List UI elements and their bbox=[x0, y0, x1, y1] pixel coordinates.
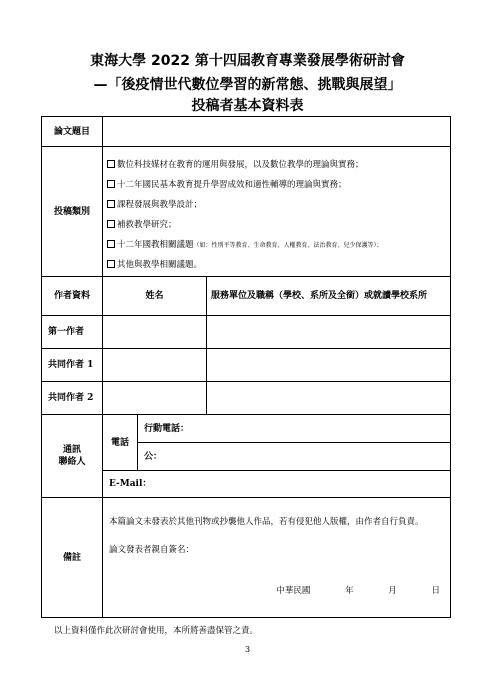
co-author-2-affiliation-field[interactable] bbox=[207, 382, 451, 415]
author-info-label: 作者資料 bbox=[42, 277, 103, 316]
date-roc-label: 中華民國 bbox=[276, 586, 311, 596]
submission-form-table bbox=[41, 116, 451, 618]
co-author-1-row bbox=[42, 349, 451, 382]
footnote: 以上資料僅作此次研討會使用，本所將善盡保管之責。 bbox=[54, 626, 259, 636]
name-header: 姓名 bbox=[103, 277, 207, 316]
category-option-1[interactable]: 數位科技媒材在教育的運用與發展，以及數位教學的理論與實務； bbox=[107, 155, 444, 175]
remark-label: 備註 bbox=[42, 498, 103, 618]
category-option-4[interactable]: 補救教學研究； bbox=[107, 215, 444, 235]
checkbox-icon[interactable] bbox=[107, 260, 115, 268]
paper-title-label: 論文題目 bbox=[42, 117, 103, 147]
checkbox-icon[interactable] bbox=[107, 220, 115, 228]
contact-mobile-row bbox=[42, 415, 451, 443]
date-month-label: 月 bbox=[388, 586, 397, 596]
paper-title-field[interactable] bbox=[103, 117, 451, 147]
remark-row bbox=[42, 498, 451, 618]
category-row bbox=[42, 147, 451, 277]
mobile-phone-field[interactable]: 行動電話： bbox=[138, 415, 451, 443]
checkbox-icon[interactable] bbox=[107, 200, 115, 208]
co-author-1-label: 共同作者 1 bbox=[42, 349, 103, 382]
category-label: 投稿類別 bbox=[42, 147, 103, 277]
paper-title-row bbox=[42, 117, 451, 147]
co-author-2-name-field[interactable] bbox=[103, 382, 207, 415]
doc-title-line2: —「後疫情世代數位學習的新常態、挑戰與展望」 bbox=[93, 77, 402, 93]
first-author-name-field[interactable] bbox=[103, 316, 207, 349]
co-author-1-name-field[interactable] bbox=[103, 349, 207, 382]
first-author-row bbox=[42, 316, 451, 349]
originality-statement: 本篇論文未發表於其他刊物或抄襲他人作品，若有侵犯他人版權，由作者自行負責。 bbox=[109, 517, 424, 527]
category-option-6[interactable]: 其他與教學相關議題。 bbox=[107, 255, 444, 275]
date-day-label: 日 bbox=[431, 586, 441, 596]
date-line bbox=[276, 585, 440, 597]
phone-label: 電話 bbox=[103, 415, 138, 471]
co-author-2-label: 共同作者 2 bbox=[42, 382, 103, 415]
category-option-5[interactable]: 十二年國教相關議題（如：性別平等教育、生命教育、人權教育、法治教育、兒少保護等）； bbox=[107, 235, 444, 255]
page-number: 3 bbox=[244, 645, 251, 654]
contact-email-row bbox=[42, 471, 451, 498]
category-options bbox=[103, 147, 451, 277]
contact-person-label: 通訊 聯絡人 bbox=[42, 415, 103, 498]
co-author-2-row bbox=[42, 382, 451, 415]
first-author-label: 第一作者 bbox=[42, 316, 103, 349]
checkbox-icon[interactable] bbox=[107, 180, 115, 188]
category-option-3[interactable]: 課程發展與教學設計； bbox=[107, 195, 444, 215]
email-field[interactable]: E-Mail： bbox=[103, 471, 451, 498]
first-author-affiliation-field[interactable] bbox=[207, 316, 451, 349]
category-option-2[interactable]: 十二年國民基本教育提升學習成效和適性輔導的理論與實務； bbox=[107, 175, 444, 195]
signature-field[interactable]: 論文發表者親自簽名： bbox=[109, 545, 195, 555]
category-note: （如：性別平等教育、生命教育、人權教育、法治教育、兒少保護等）； bbox=[193, 242, 383, 249]
office-phone-field[interactable]: 公： bbox=[138, 443, 451, 471]
co-author-1-affiliation-field[interactable] bbox=[207, 349, 451, 382]
doc-title-line1: 東海大學 2022 第十四屆教育專業發展學術研討會 bbox=[90, 53, 405, 69]
author-header-row bbox=[42, 277, 451, 316]
doc-title-line3: 投稿者基本資料表 bbox=[191, 98, 304, 114]
checkbox-icon[interactable] bbox=[107, 160, 115, 168]
remark-content bbox=[103, 498, 451, 618]
date-year-label: 年 bbox=[345, 586, 354, 596]
affiliation-header: 服務單位及職稱（學校、系所及全銜）或就讀學校系所 bbox=[207, 277, 451, 316]
checkbox-icon[interactable] bbox=[107, 240, 115, 248]
